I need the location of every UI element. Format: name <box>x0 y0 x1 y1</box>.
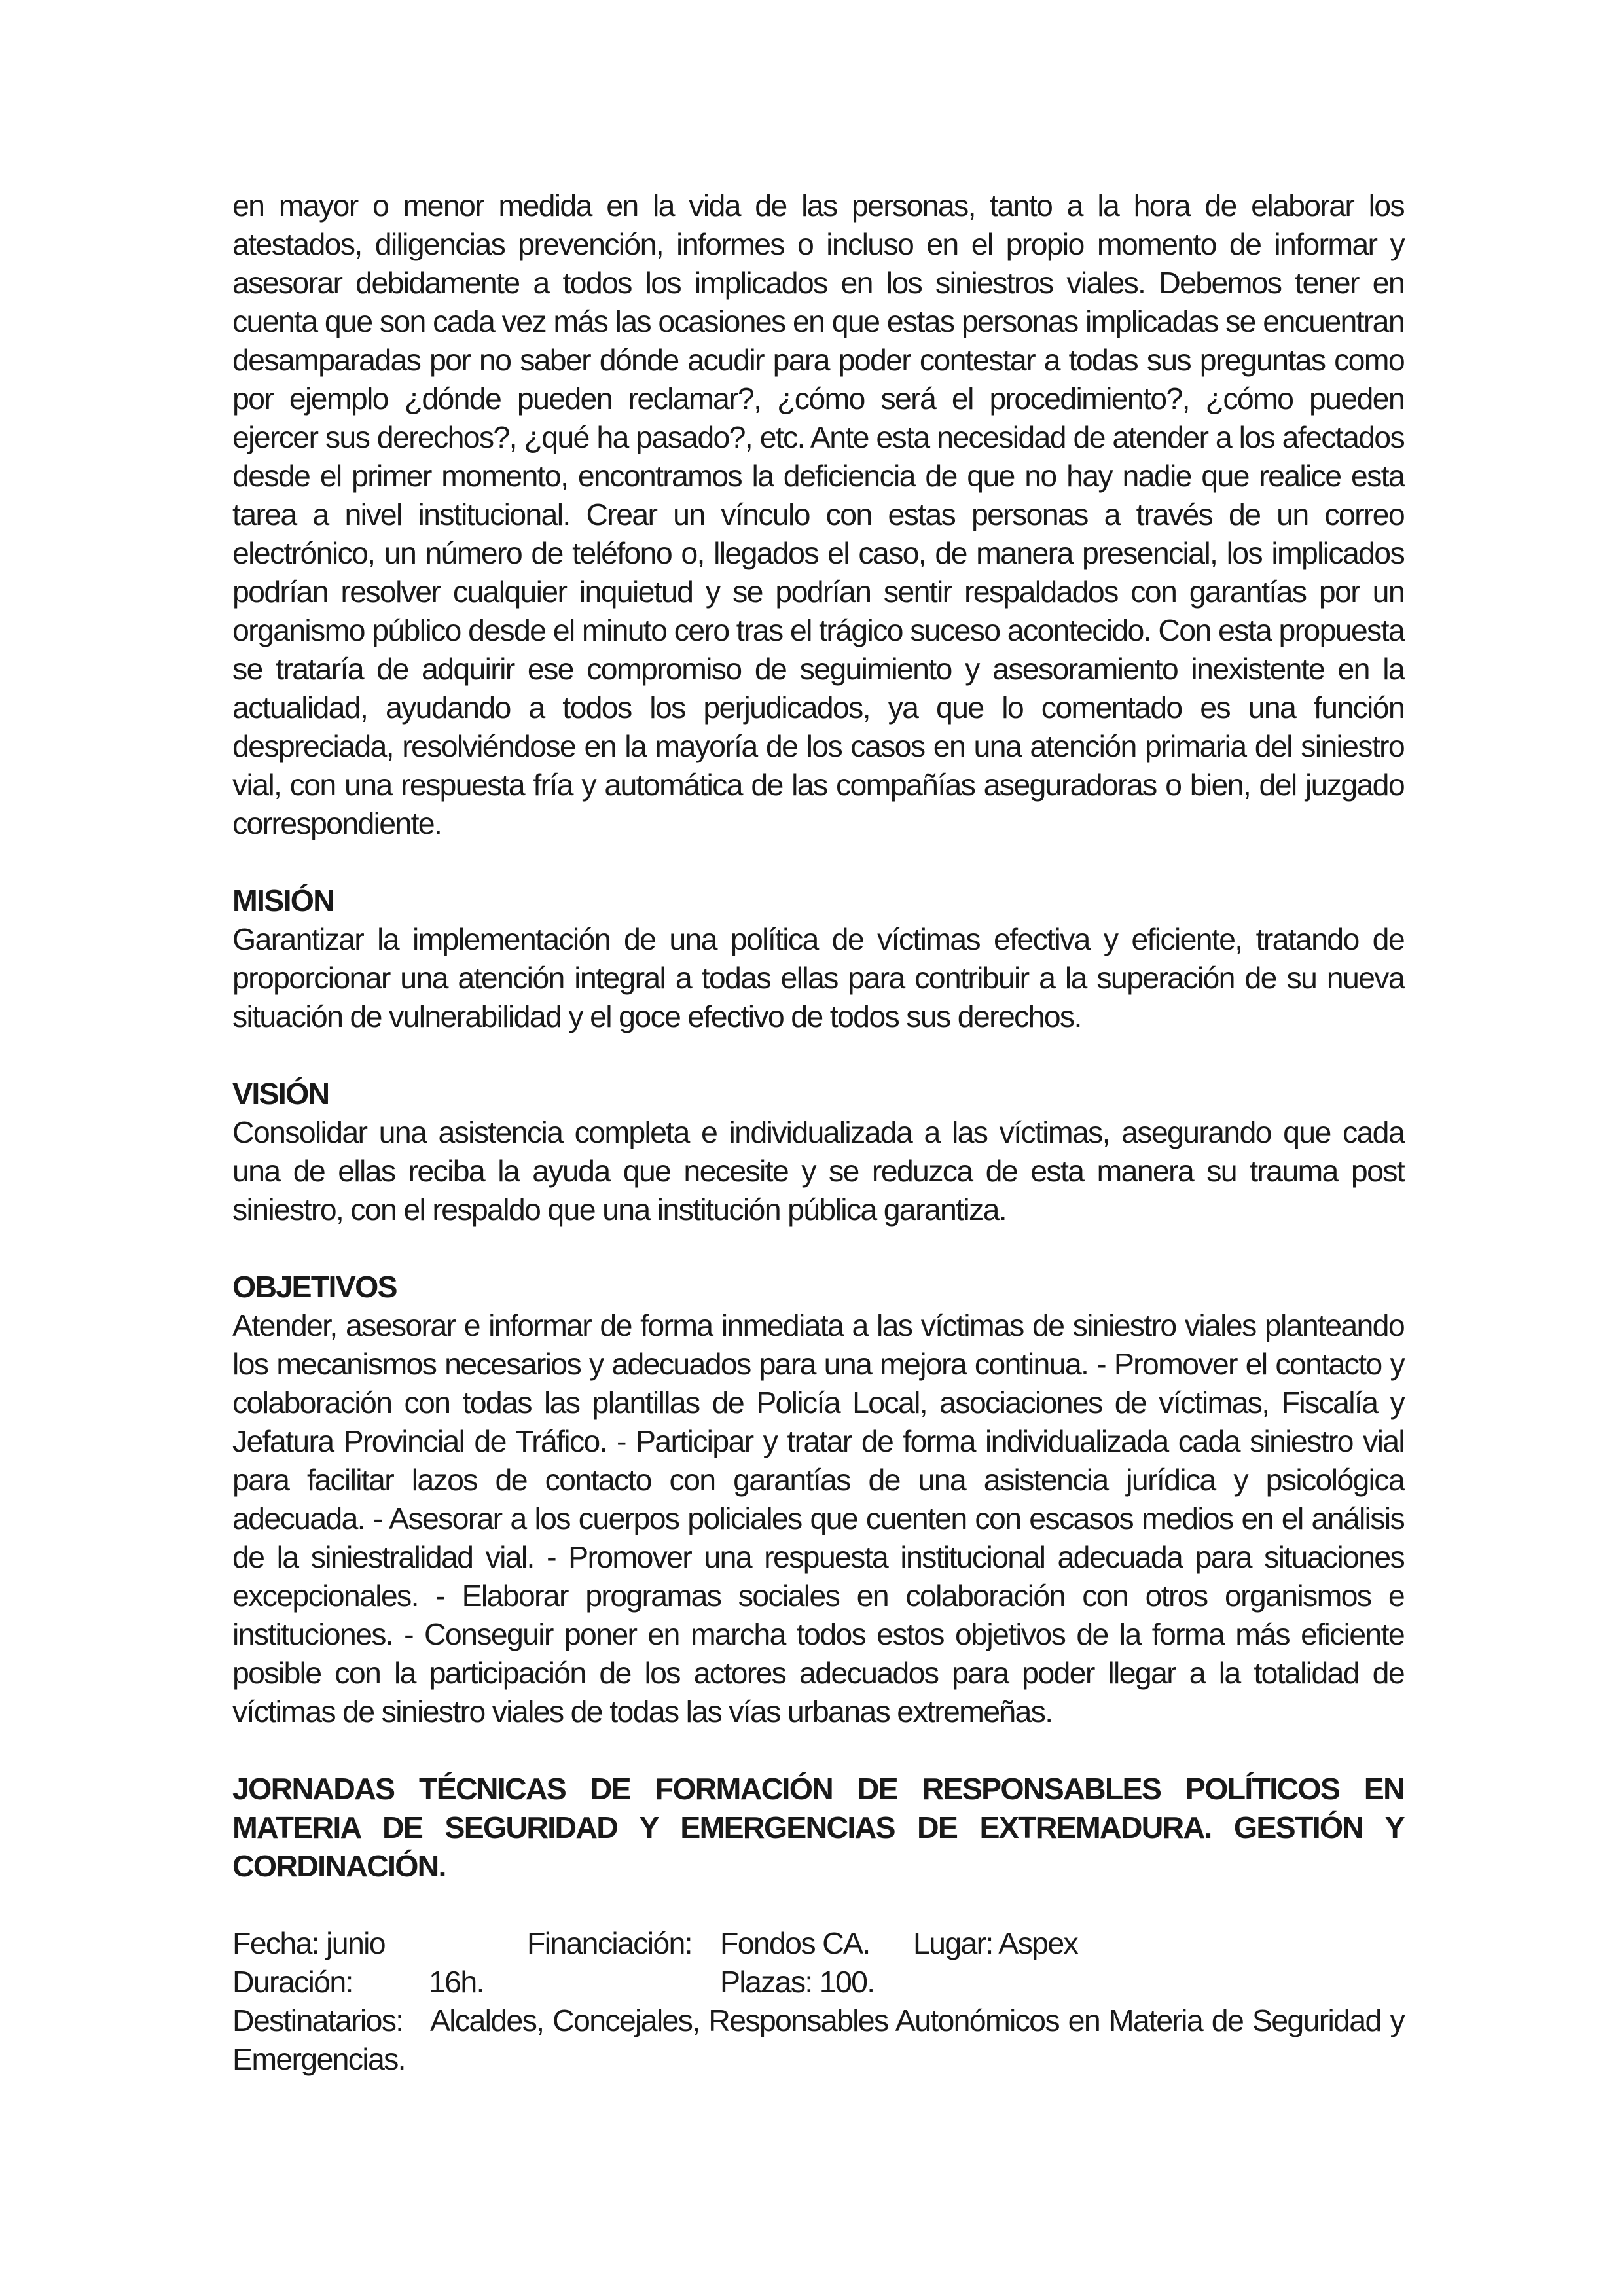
destinatarios-value: Alcaldes, Concejales, Responsables Autonómicos en Materia de Seguridad y Emergencias. <box>232 2003 1404 2076</box>
financiacion-label: Financiación: <box>527 1926 692 1960</box>
objetivos-heading: OBJETIVOS <box>232 1270 397 1304</box>
plazas-text: Plazas: 100. <box>720 1965 875 1999</box>
mision-text: Garantizar la implementación de una política de víctimas efectiva y eficiente, tratando de proporcionar una atención integral a todas ellas para contribuir a la superación de su nueva situación de vulnerabilidad y el goce efectivo de todos sus derechos. <box>232 922 1404 1033</box>
destinatarios-block <box>232 2001 1404 2079</box>
info-row-duracion <box>232 1963 1404 2001</box>
mision-section <box>232 882 1404 1036</box>
jornadas-heading: JORNADAS TÉCNICAS DE FORMACIÓN DE RESPONSABLES POLÍTICOS EN MATERIA DE SEGURIDAD Y EMERGENCIAS DE EXTREMADURA. GESTIÓN Y CORDINACIÓN. <box>232 1772 1404 1883</box>
fecha-text: Fecha: junio <box>232 1926 385 1960</box>
vision-section <box>232 1075 1404 1229</box>
info-row-fecha <box>232 1924 1404 1963</box>
duracion-value: 16h. <box>429 1965 484 1999</box>
destinatarios-label: Destinatarios: <box>232 2003 403 2037</box>
mision-heading: MISIÓN <box>232 884 334 918</box>
vision-heading: VISIÓN <box>232 1077 329 1111</box>
objetivos-section <box>232 1268 1404 1731</box>
document-page <box>232 187 1404 2079</box>
objetivos-text: Atender, asesorar e informar de forma inmediata a las víctimas de siniestro viales planteando los mecanismos necesarios y adecuados para una mejora continua. - Promover el contacto y colaboración con todas las plantillas de Policía Local, asociaciones de víctimas, Fiscalía y Jefatura Provincial de Tráfico. - Participar y tratar de forma individualizada cada siniestro vial para facilitar lazos de contacto con garantías de una asistencia jurídica y psicológica adecuada. - Asesorar a los cuerpos policiales que cuenten con escasos medios en el análisis de la siniestralidad vial. - Promover una respuesta institucional adecuada para situaciones excepcionales. - Elaborar programas sociales en colaboración con otros organismos e instituciones. - Conseguir poner en marcha todos estos objetivos de la forma más eficiente posible con la participación de los actores adecuados para poder llegar a la totalidad de víctimas de siniestro viales de todas las vías urbanas extremeñas. <box>232 1308 1404 1729</box>
jornadas-section <box>232 1770 1404 2079</box>
jornadas-info <box>232 1924 1404 2079</box>
lugar-text: Lugar: Aspex <box>913 1926 1078 1960</box>
vision-text: Consolidar una asistencia completa e individualizada a las víctimas, asegurando que cada una de ellas reciba la ayuda que necesite y se reduzca de esta manera su trauma post siniestro, con el respaldo que una institución pública garantiza. <box>232 1115 1404 1227</box>
intro-paragraph: en mayor o menor medida en la vida de las personas, tanto a la hora de elaborar los atestados, diligencias prevención, informes o incluso en el propio momento de informar y asesorar debidamente a todos los implicados en los siniestros viales. Debemos tener en cuenta que son cada vez más las ocasiones en que estas personas implicadas se encuentran desamparadas por no saber dónde acudir para poder contestar a todas sus preguntas como por ejemplo ¿dónde pueden reclamar?, ¿cómo será el procedimiento?, ¿cómo pueden ejercer sus derechos?, ¿qué ha pasado?, etc. Ante esta necesidad de atender a los afectados desde el primer momento, encontramos la deficiencia de que no hay nadie que realice esta tarea a nivel institucional. Crear un vínculo con estas personas a través de un correo electrónico, un número de teléfono o, llegados el caso, de manera presencial, los implicados podrían resolver cualquier inquietud y se podrían sentir respaldados con garantías por un organismo público desde el minuto cero tras el trágico suceso acontecido. Con esta propuesta se trataría de adquirir ese compromiso de seguimiento y asesoramiento inexistente en la actualidad, ayudando a todos los perjudicados, ya que lo comentado es una función despreciada, resolviéndose en la mayoría de los casos en una atención primaria del siniestro vial, con una respuesta fría y automática de las compañías aseguradoras o bien, del juzgado correspondiente. <box>232 188 1404 840</box>
duracion-label: Duración: <box>232 1965 353 1999</box>
financiacion-value: Fondos CA. <box>720 1926 870 1960</box>
